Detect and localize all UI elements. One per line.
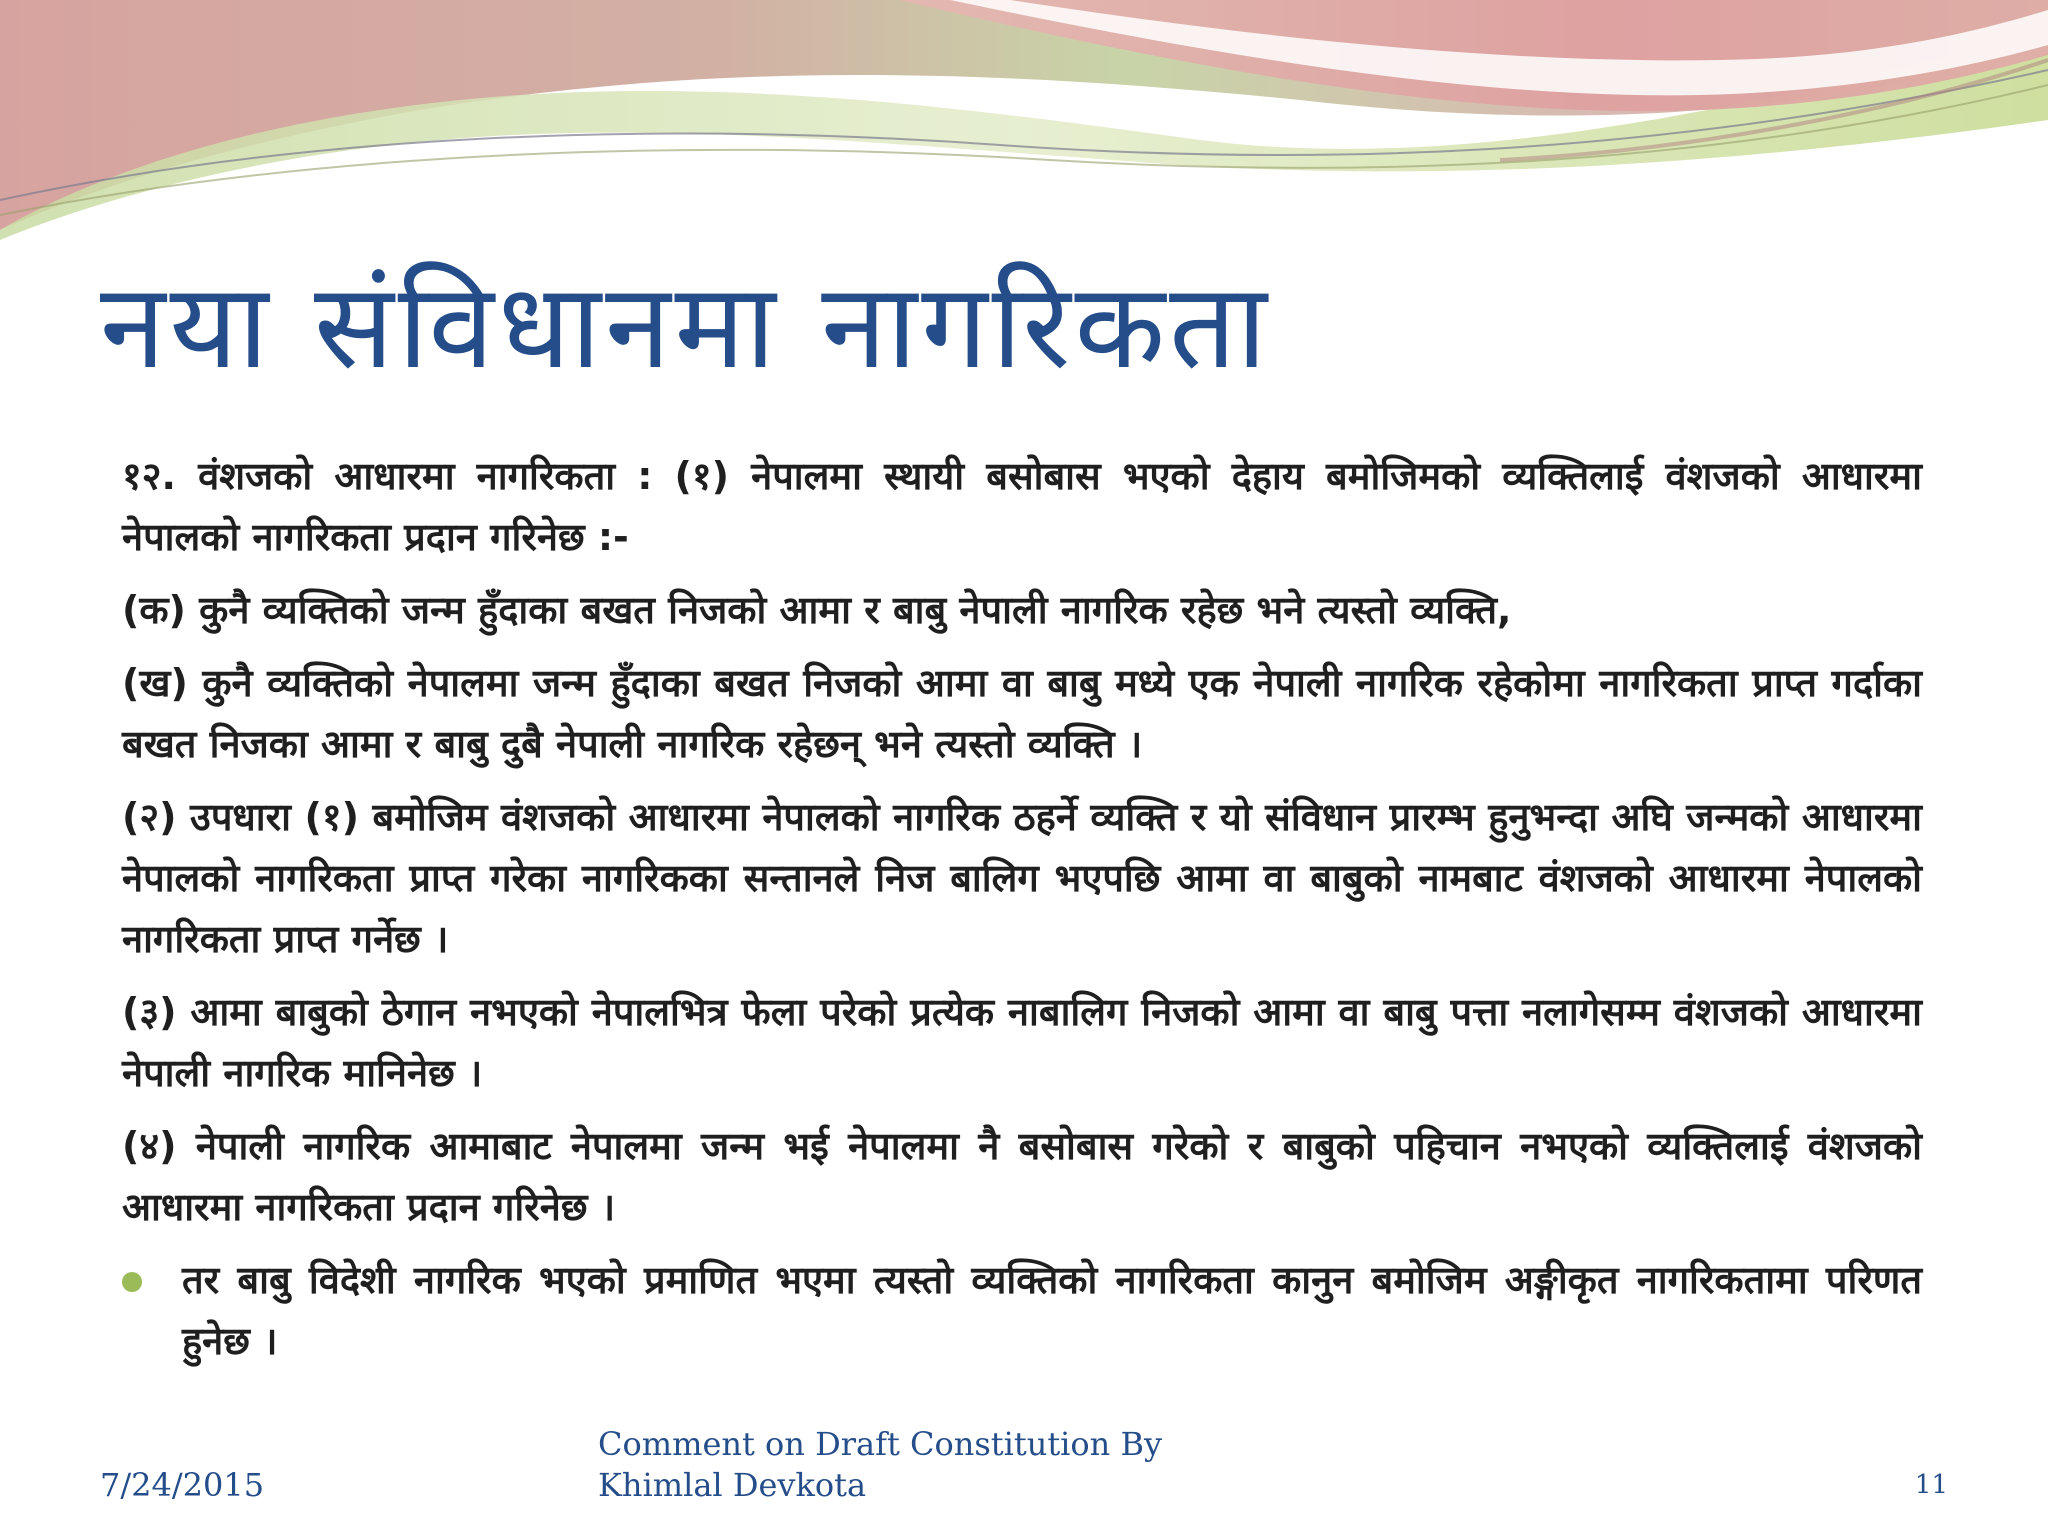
paragraph-article-12-intro: १२. वंशजको आधारमा नागरिकता : (१) नेपालमा स्थायी बसोबास भएको देहाय बमोजिमको व्यक्तिलाई वंशजको आधारमा नेपालको नागरिकता प्रदान गरिनेछ :-	[122, 454, 1922, 559]
footer-caption: Comment on Draft Constitution By Khimlal Devkota	[598, 1425, 1163, 1504]
bullet-dot-icon	[122, 1272, 142, 1292]
slide-body	[122, 446, 1922, 1372]
page-number: 11	[1914, 1470, 1948, 1500]
paragraph-clause-ka: (क) कुनै व्यक्तिको जन्म हुँदाका बखत निजको आमा र बाबु नेपाली नागरिक रहेछ भने त्यस्तो व्यक्ति,	[122, 588, 1512, 632]
slide-title: नया संविधानमा नागरिकता	[100, 257, 1271, 395]
paragraph-subsection-3: (३) आमा बाबुको ठेगान नभएको नेपालभित्र फेला परेको प्रत्येक नाबालिग निजको आमा वा बाबु पत्ता नलागेसम्म वंशजको आधारमा नेपाली नागरिक मानिनेछ ।	[122, 990, 1922, 1095]
bullet-text: तर बाबु विदेशी नागरिक भएको प्रमाणित भएमा त्यस्तो व्यक्तिको नागरिकता कानुन बमोजिम अङ्गीकृत नागरिकतामा परिणत हुनेछ ।	[182, 1258, 1922, 1363]
footer-date: 7/24/2015	[100, 1466, 265, 1504]
paragraph-clause-kha: (ख) कुनै व्यक्तिको नेपालमा जन्म हुँदाका बखत निजको आमा वा बाबु मध्ये एक नेपाली नागरिक रहेकोमा नागरिकता प्राप्त गर्दाका बखत निजका आमा र बाबु दुबै नेपाली नागरिक रहेछन् भने त्यस्तो व्यक्ति ।	[122, 661, 1922, 766]
paragraph-subsection-4: (४) नेपाली नागरिक आमाबाट नेपालमा जन्म भई नेपालमा नै बसोबास गरेको र बाबुको पहिचान नभएको व्यक्तिलाई वंशजको आधारमा नागरिकता प्रदान गरिनेछ ।	[122, 1124, 1922, 1229]
decorative-wave-banner	[0, 0, 2048, 240]
bullet-item	[122, 1250, 1922, 1372]
paragraph-subsection-2: (२) उपधारा (१) बमोजिम वंशजको आधारमा नेपालको नागरिक ठहर्ने व्यक्ति र यो संविधान प्रारम्भ हुनुभन्दा अघि जन्मको आधारमा नेपालको नागरिकता प्राप्त गरेका नागरिकका सन्तानले निज बालिग भएपछि आमा वा बाबुको नामबाट वंशजको आधारमा नेपालको नागरिकता प्राप्त गर्नेछ ।	[122, 795, 1922, 961]
